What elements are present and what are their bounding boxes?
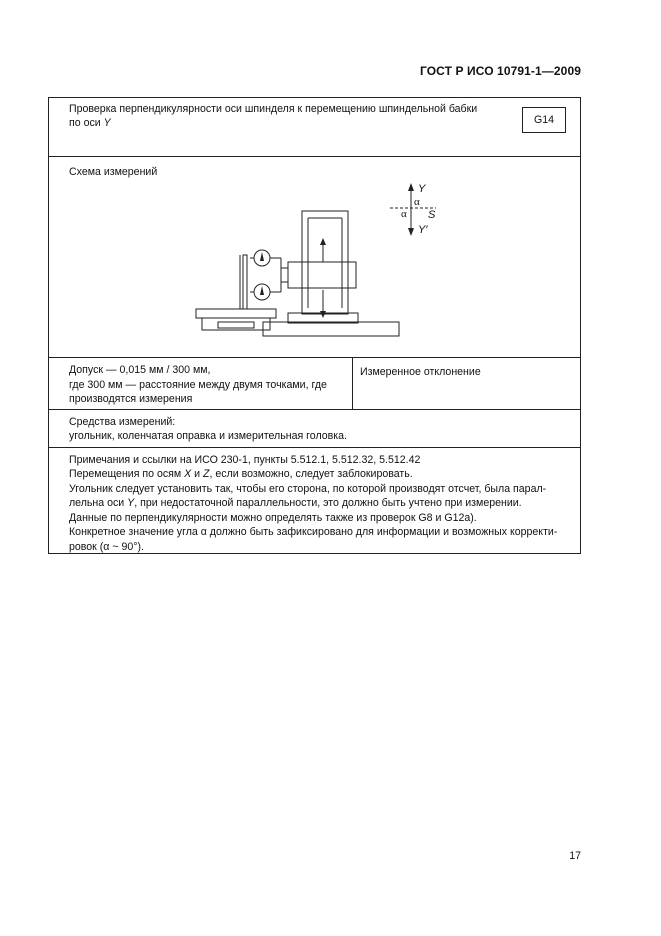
measured-deviation-label: Измеренное отклонение xyxy=(360,366,481,378)
axis-label-y: Y xyxy=(418,183,426,195)
square-ruler xyxy=(243,255,247,309)
tolerance-line2: где 300 мм — расстояние между двумя точками, где xyxy=(69,379,327,391)
scheme-label: Схема измерений xyxy=(69,166,158,178)
axis-arrow-up xyxy=(408,183,414,191)
tolerance-line3: производятся измерения xyxy=(69,393,193,405)
axis-label-y-prime: Y′ xyxy=(418,224,428,236)
spindle-nose xyxy=(281,268,288,282)
notes-line5: Данные по перпендикулярности можно определять также из проверок G8 и G12a). xyxy=(69,512,477,524)
angle-label-lower: α xyxy=(401,208,407,220)
machine-bed xyxy=(263,322,399,336)
check-code-badge: G14 xyxy=(522,107,566,133)
axis-arrow-down xyxy=(408,228,414,236)
page-number: 17 xyxy=(569,850,581,862)
side-label-s: S xyxy=(428,209,436,221)
tolerance-line1: Допуск — 0,015 мм / 300 мм, xyxy=(69,364,211,376)
check-title-line1: Проверка перпендикулярности оси шпинделя к перемещению шпиндельной бабки xyxy=(69,103,478,115)
notes-line3: Угольник следует установить так, чтобы его сторона, по которой производят отсчет, была парал- xyxy=(69,483,547,495)
instruments-text: угольник, коленчатая оправка и измерительная головка. xyxy=(69,430,347,442)
notes-line7: ровок (α ~ 90°). xyxy=(69,541,144,553)
notes-line6: Конкретное значение угла α должно быть зафиксировано для информации и возможных корректи- xyxy=(69,526,558,538)
notes-line2: Перемещения по осям X и Z, если возможно, следует заблокировать. xyxy=(69,468,413,480)
notes-line1: Примечания и ссылки на ИСО 230-1, пункты 5.512.1, 5.512.32, 5.512.42 xyxy=(69,454,421,466)
spindle-head xyxy=(288,262,356,288)
instruments-label: Средства измерений: xyxy=(69,416,176,428)
notes-line4: лельна оси Y, при недостаточной параллельности, это должно быть учтено при измерении. xyxy=(69,497,522,509)
check-title-line2: по оси Y xyxy=(69,117,111,129)
document-code: ГОСТ Р ИСО 10791-1—2009 xyxy=(419,64,581,78)
machine-table xyxy=(196,309,276,318)
angle-label-upper: α xyxy=(414,196,420,208)
